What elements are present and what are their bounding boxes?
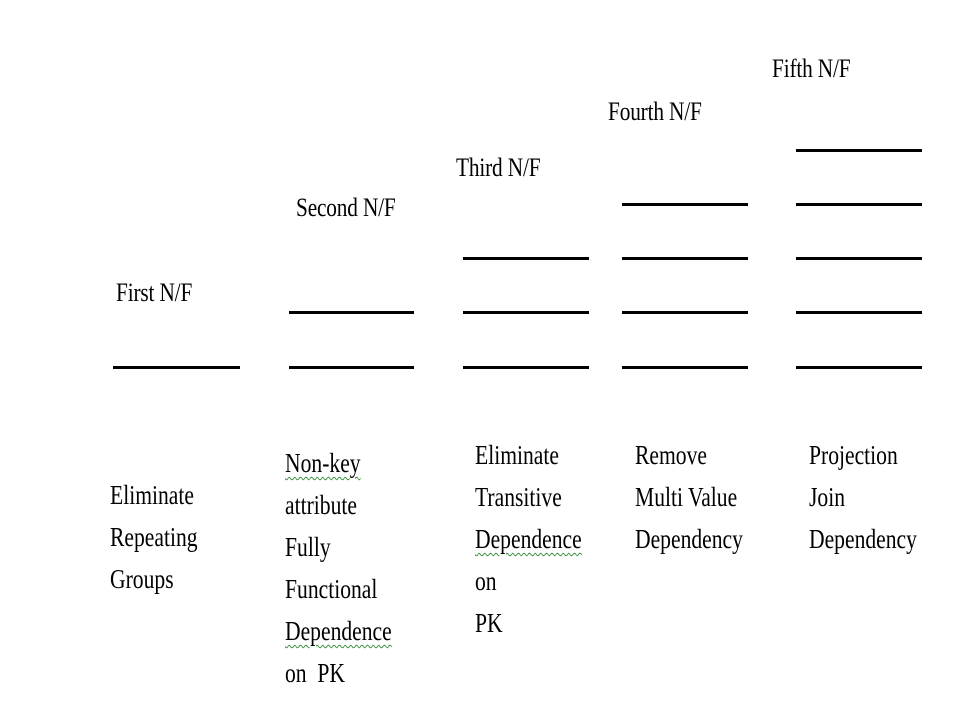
description-line: [285, 442, 392, 484]
description-line: [285, 610, 392, 652]
stage-title: Second N/F: [296, 193, 396, 222]
level-bar: [463, 257, 589, 260]
description-line: on: [475, 566, 497, 596]
spellcheck-underline: Non-key: [285, 448, 361, 478]
stage-title: First N/F: [116, 278, 193, 307]
description-line: Groups: [110, 564, 174, 594]
level-bar: [289, 366, 414, 369]
description-line: Eliminate: [110, 480, 194, 510]
stage-description: [475, 434, 582, 644]
description-line: Functional: [285, 574, 378, 604]
stage-description: [110, 474, 198, 600]
level-bar: [622, 257, 748, 260]
stage-title: Fourth N/F: [608, 97, 702, 126]
stage-description: [809, 434, 917, 560]
level-bar: [622, 311, 748, 314]
level-bar: [796, 311, 922, 314]
description-line: Multi Value: [635, 482, 738, 512]
stage-description: [285, 442, 392, 694]
description-line: Repeating: [110, 522, 198, 552]
description-line: Dependency: [809, 524, 917, 554]
level-bar: [796, 203, 922, 206]
description-line: PK: [475, 608, 503, 638]
stage-title: Third N/F: [456, 153, 541, 182]
level-bar: [796, 257, 922, 260]
description-line: Join: [809, 482, 846, 512]
description-line: Transitive: [475, 482, 562, 512]
description-line: Eliminate: [475, 440, 559, 470]
level-bar: [796, 366, 922, 369]
level-bar: [463, 366, 589, 369]
stage-description: [635, 434, 743, 560]
description-line: Fully: [285, 532, 331, 562]
spellcheck-underline: Dependence: [285, 616, 392, 646]
level-bar: [113, 366, 240, 369]
level-bar: [289, 311, 414, 314]
description-line: [475, 518, 582, 560]
level-bar: [463, 311, 589, 314]
description-line: Dependency: [635, 524, 743, 554]
description-line: on PK: [285, 658, 346, 688]
stage-title: Fifth N/F: [772, 54, 851, 83]
description-line: Projection: [809, 440, 898, 470]
description-line: Remove: [635, 440, 707, 470]
level-bar: [622, 366, 748, 369]
level-bar: [622, 203, 748, 206]
spellcheck-underline: Dependence: [475, 524, 582, 554]
level-bar: [796, 149, 922, 152]
description-line: attribute: [285, 490, 357, 520]
